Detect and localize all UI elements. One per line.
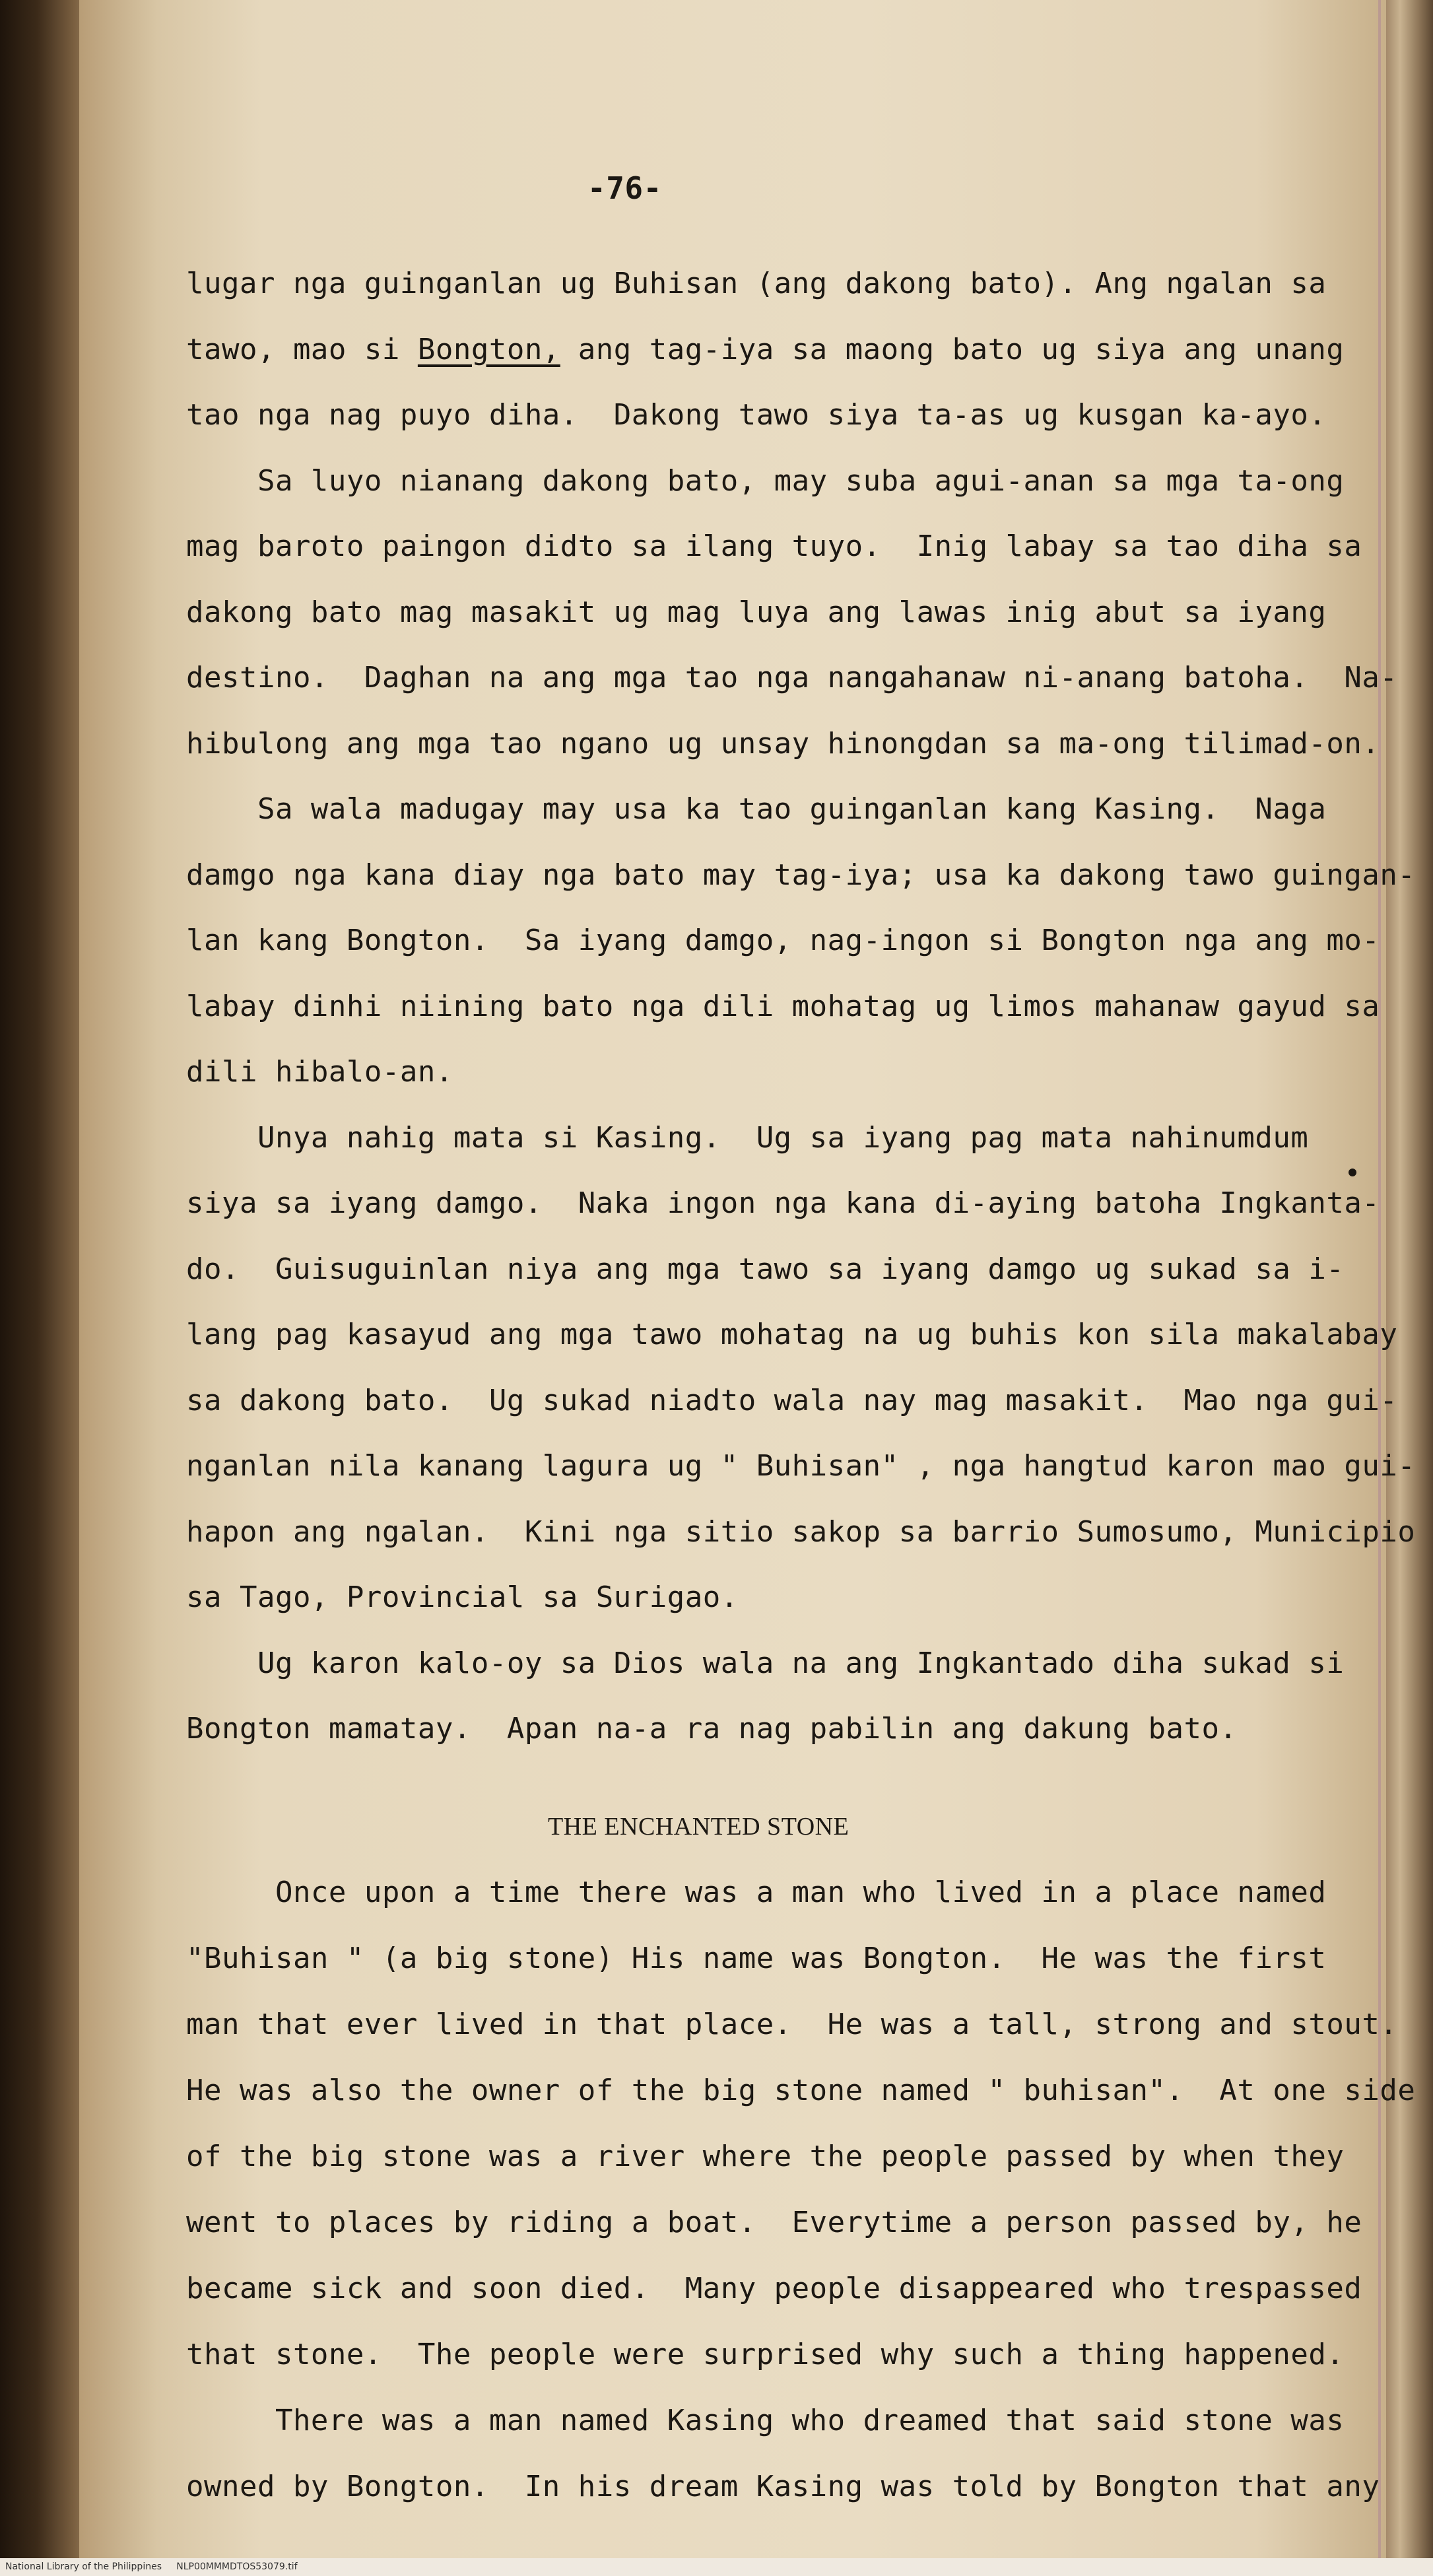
text-segment: Ug karon kalo-oy sa Dios wala na ang Ingkantado diha sukad si	[186, 1646, 1345, 1680]
text-line	[186, 1186, 1380, 1220]
text-segment: do. Guisuguinlan niya ang mga tawo sa iyang damgo ug sukad sa i-	[186, 1252, 1345, 1286]
text-segment: hapon ang ngalan. Kini nga sitio sakop sa barrio Sumosumo, Municipio	[186, 1514, 1416, 1549]
text-line: There was a man named Kasing who dreamed that said stone was	[186, 2404, 1345, 2437]
text-line: became sick and soon died. Many people disappeared who trespassed	[186, 2272, 1362, 2305]
text-line	[186, 858, 1416, 892]
text-line	[186, 726, 1380, 761]
text-line	[186, 1120, 1309, 1155]
text-line	[186, 989, 1380, 1023]
text-line: "Buhisan " (a big stone) His name was Bongton. He was the first	[186, 1942, 1327, 1975]
text-line	[186, 926, 1380, 955]
text-line: Once upon a time there was a man who lived in a place named	[186, 1876, 1327, 1909]
scan-footer-text: National Library of the Philippines NLP00MMMDTOS53079.tif	[5, 2561, 298, 2572]
text-segment: lang pag kasayud ang mga tawo mohatag na ug buhis kon sila makalabay	[186, 1318, 1398, 1351]
text-line	[186, 1383, 1398, 1417]
text-line	[186, 1252, 1345, 1286]
text-segment: ang tag-iya sa maong bato ug siya ang unang	[560, 332, 1345, 366]
text-line	[186, 332, 1345, 366]
text-segment: Sa wala madugay may usa ka tao guinganlan kang Kasing. Naga	[186, 792, 1327, 826]
text-line	[186, 1714, 1237, 1744]
english-heading: THE ENCHANTED STONE	[548, 1813, 850, 1841]
text-line	[186, 269, 1326, 298]
text-line	[186, 1580, 739, 1614]
text-line	[186, 1320, 1397, 1349]
page-number: -76-	[587, 170, 662, 206]
text-segment: tao nga nag puyo diha. Dakong tawo siya ta-as ug kusgan ka-ayo.	[186, 398, 1327, 432]
text-line	[186, 595, 1327, 629]
text-segment: Bongton mamatay. Apan na-a ra nag pabilin ang dakung bato.	[186, 1712, 1238, 1746]
text-segment: Unya nahig mata si Kasing. Ug sa iyang pag mata nahinumdum	[186, 1120, 1309, 1155]
text-line: owned by Bongton. In his dream Kasing was told by Bongton that any	[186, 2470, 1380, 2503]
text-line	[186, 1514, 1416, 1549]
underlined-name: Bongton,	[417, 332, 560, 366]
text-segment: dili hibalo-an.	[186, 1055, 453, 1089]
text-segment: dakong bato mag masakit ug mag luya ang lawas inig abut sa iyang	[186, 595, 1327, 629]
text-segment: sa dakong bato. Ug sukad niadto wala nay mag masakit. Mao nga gui-	[186, 1383, 1398, 1417]
text-line	[186, 792, 1327, 826]
text-line	[186, 663, 1397, 693]
text-line	[186, 529, 1362, 563]
text-line	[186, 1646, 1345, 1680]
text-line: that stone. The people were surprised why such a thing happened.	[186, 2338, 1345, 2371]
text-segment: labay dinhi niining bato nga dili mohatag ug limos mahanaw gayud sa	[186, 989, 1380, 1023]
text-segment: lugar nga guinganlan ug Buhisan (ang dakong bato). Ang ngalan sa	[186, 267, 1327, 300]
text-line: of the big stone was a river where the people passed by when they	[186, 2140, 1345, 2173]
ink-dot	[1349, 1169, 1356, 1176]
text-line	[186, 463, 1345, 498]
text-segment: siya sa iyang damgo. Naka ingon nga kana di-aying batoha Ingkanta-	[186, 1186, 1380, 1220]
text-segment: Sa luyo nianang dakong bato, may suba agui-anan sa mga ta-ong	[186, 463, 1345, 498]
text-line	[186, 398, 1327, 432]
text-segment: destino. Daghan na ang mga tao nga nangahanaw ni-anang batoha. Na-	[186, 661, 1398, 695]
text-line: He was also the owner of the big stone named " buhisan". At one side	[186, 2074, 1416, 2107]
text-segment: lan kang Bongton. Sa iyang damgo, nag-ingon si Bongton nga ang mo-	[186, 924, 1380, 957]
text-line	[186, 1055, 453, 1089]
text-segment: tawo, mao si	[186, 332, 418, 366]
text-segment: sa Tago, Provincial sa Surigao.	[186, 1580, 739, 1614]
text-segment: damgo nga kana diay nga bato may tag-iya; usa ka dakong tawo guingan-	[186, 858, 1416, 892]
text-line	[186, 1449, 1416, 1483]
text-line: went to places by riding a boat. Everytime a person passed by, he	[186, 2206, 1362, 2239]
text-segment: nganlan nila kanang lagura ug " Buhisan" , nga hangtud karon mao gui-	[186, 1449, 1416, 1483]
text-segment: mag baroto paingon didto sa ilang tuyo. Inig labay sa tao diha sa	[186, 529, 1362, 563]
text-segment: hibulong ang mga tao ngano ug unsay hinongdan sa ma-ong tilimad-on.	[186, 726, 1380, 761]
text-line: man that ever lived in that place. He was a tall, strong and stout.	[186, 2008, 1398, 2041]
